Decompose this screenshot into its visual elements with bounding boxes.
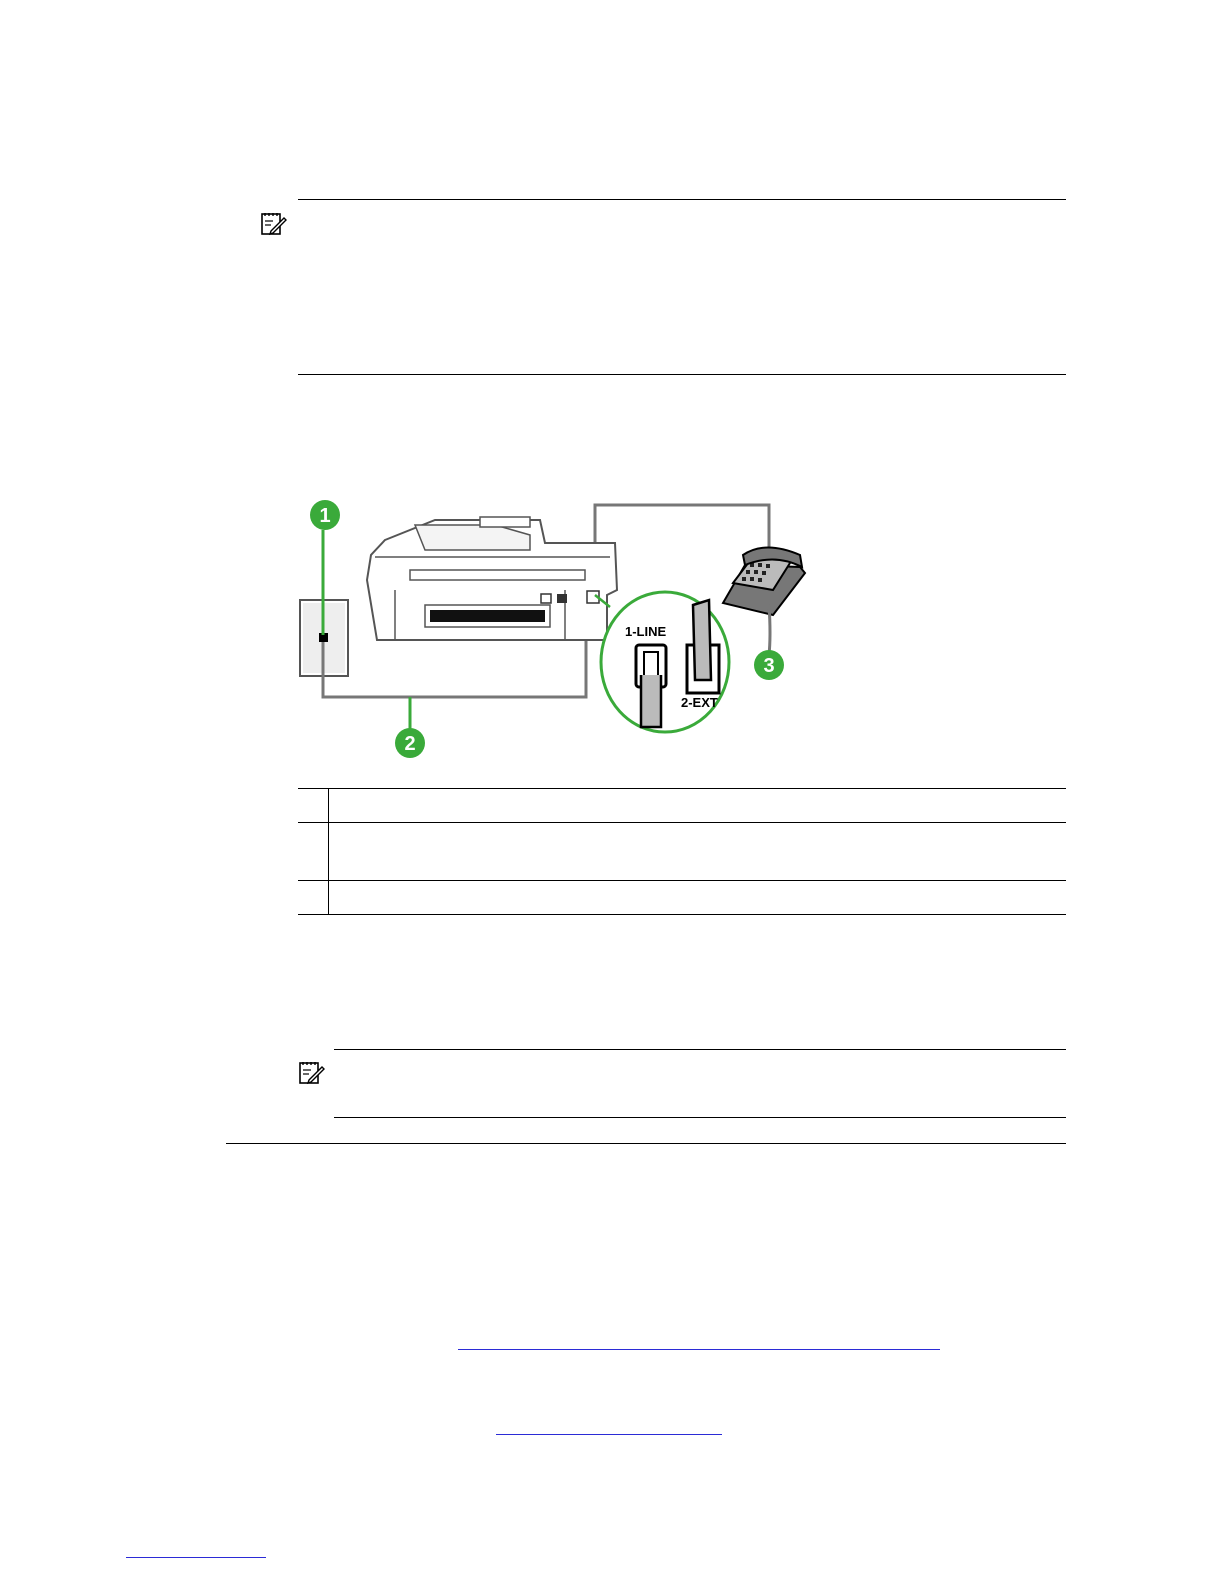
legend-row <box>298 789 1066 823</box>
note-bottom-rule <box>298 374 1066 375</box>
legend-row <box>298 823 1066 881</box>
ext-port-label: 2-EXT <box>681 695 718 710</box>
note-icon <box>297 1059 325 1087</box>
diagram-legend-table <box>298 788 1066 915</box>
svg-text:1: 1 <box>319 505 331 527</box>
legend-number <box>298 881 329 915</box>
section-separator <box>226 1143 1066 1144</box>
port-closeup <box>595 592 729 732</box>
printer-icon <box>367 517 617 640</box>
line-port-label: 1-LINE <box>625 624 667 639</box>
telephone-icon <box>723 548 805 656</box>
callout-2 <box>395 697 425 758</box>
legend-number <box>298 789 329 823</box>
note-icon <box>259 210 287 238</box>
note2-bottom-rule <box>334 1117 1066 1118</box>
note2-top-rule <box>334 1049 1066 1050</box>
hyperlink-underline[interactable] <box>496 1434 722 1435</box>
note-top-rule <box>298 199 1066 200</box>
svg-text:2: 2 <box>404 733 416 755</box>
legend-text <box>329 823 1067 881</box>
legend-number <box>298 823 329 881</box>
hyperlink-underline[interactable] <box>126 1557 266 1558</box>
svg-text:3: 3 <box>763 655 775 677</box>
hyperlink-underline[interactable] <box>458 1349 940 1350</box>
legend-text <box>329 789 1067 823</box>
fax-setup-diagram <box>295 495 815 765</box>
callout-3 <box>754 650 784 680</box>
legend-text <box>329 881 1067 915</box>
legend-row <box>298 881 1066 915</box>
